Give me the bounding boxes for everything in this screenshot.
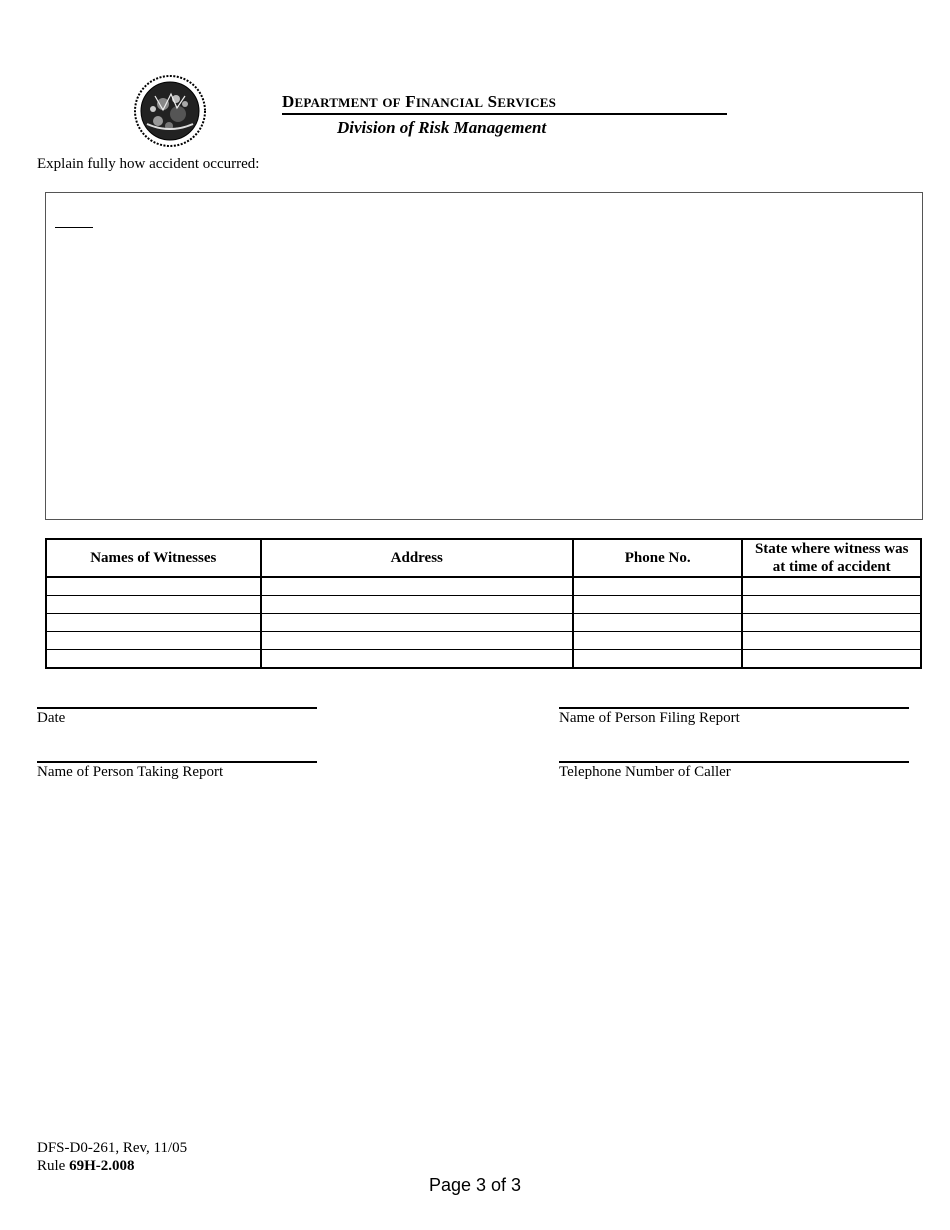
explain-label: Explain fully how accident occurred: bbox=[37, 156, 260, 172]
department-title: DEPARTMENT OF FINANCIAL SERVICES bbox=[282, 92, 727, 115]
table-row bbox=[46, 632, 921, 650]
table-cell[interactable] bbox=[261, 632, 573, 650]
state-seal-icon bbox=[133, 74, 207, 148]
rule-number: 69H-2.008 bbox=[69, 1158, 135, 1174]
column-header-phone: Phone No. bbox=[573, 539, 742, 577]
table-cell[interactable] bbox=[742, 596, 921, 614]
table-cell[interactable] bbox=[742, 650, 921, 669]
table-cell[interactable] bbox=[742, 614, 921, 632]
table-cell[interactable] bbox=[573, 632, 742, 650]
division-title: Division of Risk Management bbox=[337, 118, 547, 137]
table-row bbox=[46, 614, 921, 632]
table-row bbox=[46, 650, 921, 669]
rule-line bbox=[37, 1157, 187, 1175]
table-row bbox=[46, 596, 921, 614]
table-cell[interactable] bbox=[742, 632, 921, 650]
table-cell[interactable] bbox=[46, 596, 261, 614]
filing-person-label: Name of Person Filing Report bbox=[559, 710, 740, 726]
date-label: Date bbox=[37, 710, 66, 726]
witness-table-header bbox=[46, 539, 921, 577]
table-cell[interactable] bbox=[261, 614, 573, 632]
caller-phone-signature-line[interactable] bbox=[559, 761, 909, 763]
table-cell[interactable] bbox=[573, 577, 742, 596]
header bbox=[282, 92, 727, 138]
table-cell[interactable] bbox=[46, 577, 261, 596]
table-cell[interactable] bbox=[573, 650, 742, 669]
date-signature-line[interactable] bbox=[37, 707, 317, 709]
table-row bbox=[46, 577, 921, 596]
column-header-state: State where witness was at time of accident bbox=[742, 539, 921, 577]
rule-prefix: Rule bbox=[37, 1158, 66, 1174]
table-cell[interactable] bbox=[742, 577, 921, 596]
filing-person-signature-line[interactable] bbox=[559, 707, 909, 709]
table-cell[interactable] bbox=[46, 632, 261, 650]
taking-person-label: Name of Person Taking Report bbox=[37, 764, 224, 780]
table-cell[interactable] bbox=[261, 596, 573, 614]
column-header-address: Address bbox=[261, 539, 573, 577]
taking-person-signature-line[interactable] bbox=[37, 761, 317, 763]
table-cell[interactable] bbox=[573, 614, 742, 632]
caller-phone-label: Telephone Number of Caller bbox=[559, 764, 731, 780]
accident-explanation-input[interactable] bbox=[46, 193, 926, 523]
form-number: DFS-D0-261, Rev, 11/05 bbox=[37, 1140, 188, 1156]
witness-table bbox=[45, 538, 922, 669]
accident-explanation-field[interactable] bbox=[45, 192, 923, 520]
column-header-names: Names of Witnesses bbox=[46, 539, 261, 577]
table-cell[interactable] bbox=[46, 650, 261, 669]
table-cell[interactable] bbox=[46, 614, 261, 632]
page-number: Page 3 of 3 bbox=[428, 1175, 522, 1195]
table-cell[interactable] bbox=[261, 650, 573, 669]
form-id bbox=[37, 1139, 187, 1175]
table-cell[interactable] bbox=[573, 596, 742, 614]
table-cell[interactable] bbox=[261, 577, 573, 596]
